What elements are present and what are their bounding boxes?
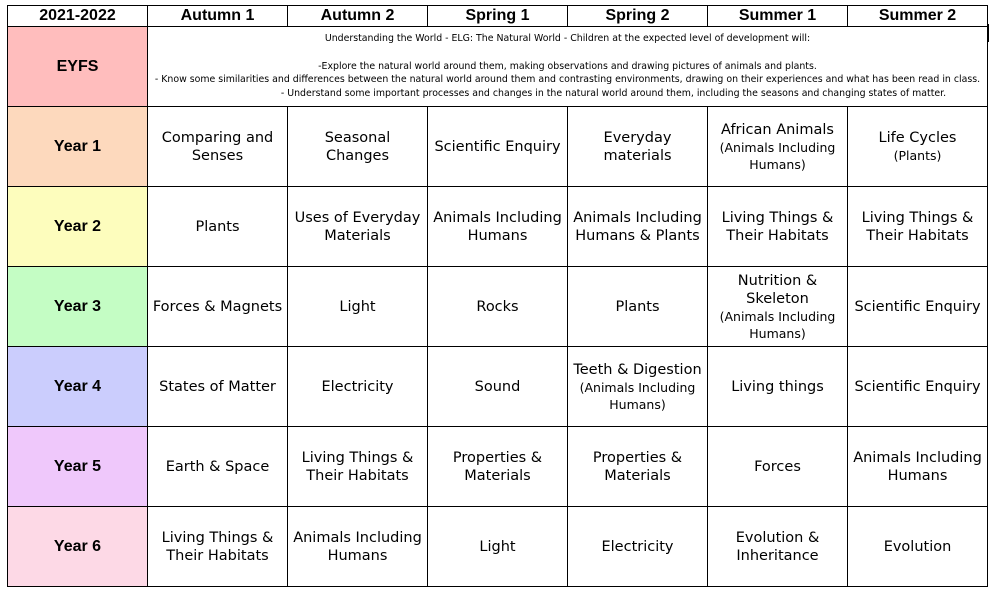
- topic-title: Living things: [731, 378, 824, 395]
- topic-title: Teeth & Digestion: [573, 361, 702, 378]
- topic-title: Forces: [754, 458, 801, 475]
- year-label: Year 3: [8, 267, 148, 347]
- topic-cell: [568, 187, 708, 267]
- topic-cell: [708, 507, 848, 587]
- topic-cell: [568, 347, 708, 427]
- topic-cell: [288, 427, 428, 507]
- topic-subtitle: (Animals Including Humans): [579, 379, 696, 412]
- topic-title: Living Things & Their Habitats: [301, 449, 414, 484]
- topic-title: Animals Including Humans: [293, 529, 422, 564]
- topic-title: Evolution: [883, 538, 952, 555]
- topic-title: Forces & Magnets: [152, 298, 283, 315]
- topic-title: Plants: [615, 298, 660, 315]
- topic-title: Animals Including Humans & Plants: [573, 209, 702, 244]
- topic-cell: [708, 187, 848, 267]
- table-edge-mark: [988, 24, 989, 42]
- academic-year-header: 2021-2022: [8, 6, 148, 27]
- year-row: [8, 267, 988, 347]
- topic-cell: [288, 267, 428, 347]
- year-row: [8, 507, 988, 587]
- topic-title: Nutrition & Skeleton: [737, 272, 818, 307]
- term-header-summer-1: Summer 1: [708, 6, 848, 27]
- eyfs-line-spacer: [152, 46, 983, 60]
- topic-cell: [288, 187, 428, 267]
- topic-title: Living Things & Their Habitats: [861, 209, 974, 244]
- year-label: Year 1: [8, 107, 148, 187]
- topic-cell: [148, 507, 288, 587]
- topic-title: Plants: [195, 218, 240, 235]
- science-curriculum-table: [7, 5, 988, 587]
- topic-cell: [708, 107, 848, 187]
- year-label: Year 5: [8, 427, 148, 507]
- eyfs-line: Understanding the World - ELG: The Natural World - Children at the expected level of development will:: [324, 33, 811, 45]
- topic-title: Light: [479, 538, 516, 555]
- year-row: [8, 347, 988, 427]
- eyfs-row: [8, 27, 988, 107]
- year-label: Year 4: [8, 347, 148, 427]
- eyfs-label: EYFS: [8, 27, 148, 107]
- topic-title: Earth & Space: [165, 458, 270, 475]
- topic-subtitle: (Animals Including Humans): [719, 139, 836, 172]
- topic-subtitle: (Plants): [893, 148, 942, 163]
- topic-title: Rocks: [476, 298, 519, 315]
- year-label: Year 2: [8, 187, 148, 267]
- topic-cell: [288, 507, 428, 587]
- topic-title: Sound: [474, 378, 521, 395]
- term-header-summer-2: Summer 2: [848, 6, 988, 27]
- topic-cell: [708, 347, 848, 427]
- topic-title: Life Cycles: [878, 130, 957, 146]
- year-label: Year 6: [8, 507, 148, 587]
- topic-cell: [288, 347, 428, 427]
- header-row: [8, 6, 988, 27]
- year-row: [8, 107, 988, 187]
- eyfs-line: -Explore the natural world around them, making observations and drawing pictures of animals and plants.: [318, 60, 817, 72]
- topic-title: Electricity: [321, 378, 394, 395]
- topic-cell: [428, 347, 568, 427]
- topic-cell: [848, 347, 988, 427]
- topic-title: Animals Including Humans: [433, 209, 562, 244]
- topic-title: Properties & Materials: [592, 449, 683, 484]
- topic-cell: [428, 267, 568, 347]
- topic-title: Living Things & Their Habitats: [721, 209, 834, 244]
- topic-title: Uses of Everyday Materials: [294, 209, 421, 244]
- eyfs-line: - Understand some important processes and changes in the natural world around them, including the seasons and changing states of matter.: [280, 88, 947, 100]
- topic-cell: [848, 187, 988, 267]
- topic-cell: [708, 267, 848, 347]
- term-header-autumn-1: Autumn 1: [148, 6, 288, 27]
- topic-cell: [848, 427, 988, 507]
- topic-cell: [568, 427, 708, 507]
- topic-title: Scientific Enquiry: [854, 298, 981, 315]
- topic-title: Living Things & Their Habitats: [161, 529, 274, 564]
- topic-cell: [148, 107, 288, 187]
- topic-cell: [708, 427, 848, 507]
- topic-title: African Animals: [721, 121, 834, 138]
- topic-cell: [428, 187, 568, 267]
- topic-cell: [148, 347, 288, 427]
- topic-title: States of Matter: [159, 378, 276, 395]
- eyfs-description: [148, 27, 988, 107]
- term-header-spring-1: Spring 1: [428, 6, 568, 27]
- topic-subtitle: (Animals Including Humans): [719, 308, 836, 341]
- topic-title: Scientific Enquiry: [854, 378, 981, 395]
- topic-cell: [148, 267, 288, 347]
- year-row: [8, 187, 988, 267]
- term-header-spring-2: Spring 2: [568, 6, 708, 27]
- topic-title: Light: [339, 298, 376, 315]
- topic-title: Comparing and Senses: [161, 129, 274, 164]
- topic-cell: [568, 507, 708, 587]
- term-header-autumn-2: Autumn 2: [288, 6, 428, 27]
- topic-title: Seasonal Changes: [324, 129, 391, 164]
- eyfs-line: - Know some similarities and differences between the natural world around them and contrasting environments, drawing on their experiences and what has been read in class.: [154, 74, 981, 86]
- year-row: [8, 427, 988, 507]
- topic-title: Electricity: [601, 538, 674, 555]
- topic-cell: [568, 267, 708, 347]
- topic-cell: [148, 427, 288, 507]
- topic-cell: [428, 507, 568, 587]
- topic-cell: [848, 267, 988, 347]
- topic-cell: [428, 107, 568, 187]
- topic-title: Animals Including Humans: [853, 449, 982, 484]
- topic-title: Everyday materials: [603, 129, 672, 164]
- topic-title: Evolution & Inheritance: [735, 529, 820, 564]
- topic-cell: [568, 107, 708, 187]
- topic-title: Scientific Enquiry: [434, 138, 561, 155]
- topic-cell: [428, 427, 568, 507]
- topic-cell: [848, 107, 988, 187]
- topic-title: Properties & Materials: [452, 449, 543, 484]
- topic-cell: [848, 507, 988, 587]
- topic-cell: [288, 107, 428, 187]
- topic-cell: [148, 187, 288, 267]
